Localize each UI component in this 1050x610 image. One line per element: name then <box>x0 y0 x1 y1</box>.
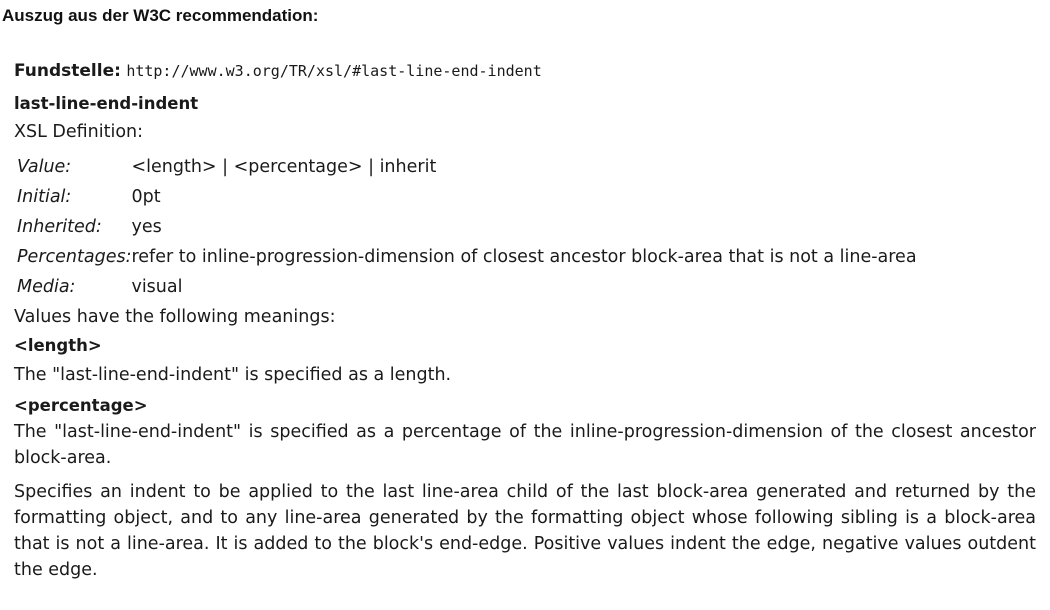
source-reference <box>14 58 1036 84</box>
definition-row <box>17 212 917 242</box>
meaning-term: <length> <box>14 336 102 355</box>
recommendation-excerpt <box>14 58 1036 583</box>
definition-key: Media: <box>17 277 76 297</box>
meaning-term: <percentage> <box>14 396 148 415</box>
definition-row <box>17 242 917 272</box>
definition-key: Percentages: <box>17 247 132 267</box>
definition-key: Initial: <box>17 187 72 207</box>
definition-table <box>17 152 917 302</box>
definition-value: refer to inline-progression-dimension of closest ancestor block-area that is not a line-area <box>131 247 917 267</box>
definition-value: 0pt <box>131 187 161 207</box>
definition-value: <length> | <percentage> | inherit <box>131 157 437 177</box>
definition-label: XSL Definition: <box>14 122 144 142</box>
source-url: http://www.w3.org/TR/xsl/#last-line-end-indent <box>126 62 542 80</box>
meaning-description: The "last-line-end-indent" is specified as a percentage of the inline-progression-dimension of the closest ancestor block-area. <box>14 422 1036 468</box>
definition-value: yes <box>131 217 162 237</box>
definition-row <box>17 182 917 212</box>
description-paragraph: Specifies an indent to be applied to the last line-area child of the last block-area generated and returned by the formatting object, and to any line-area generated by the formatting object whose following sibling is a block-area that is not a line-area. It is added to the block's end-edge. Positive values indent the edge, negative values outdent the edge. <box>14 482 1036 580</box>
page-heading: Auszug aus der W3C recommendation: <box>2 6 319 25</box>
definition-key: Value: <box>17 157 72 177</box>
meaning-description: The "last-line-end-indent" is specified as a length. <box>14 365 452 385</box>
definition-key: Inherited: <box>17 217 102 237</box>
property-name: last-line-end-indent <box>14 94 199 113</box>
definition-row <box>17 152 917 182</box>
definition-row <box>17 272 917 302</box>
meanings-intro: Values have the following meanings: <box>14 307 336 327</box>
definition-value: visual <box>131 277 183 297</box>
source-label: Fundstelle: <box>14 61 121 81</box>
